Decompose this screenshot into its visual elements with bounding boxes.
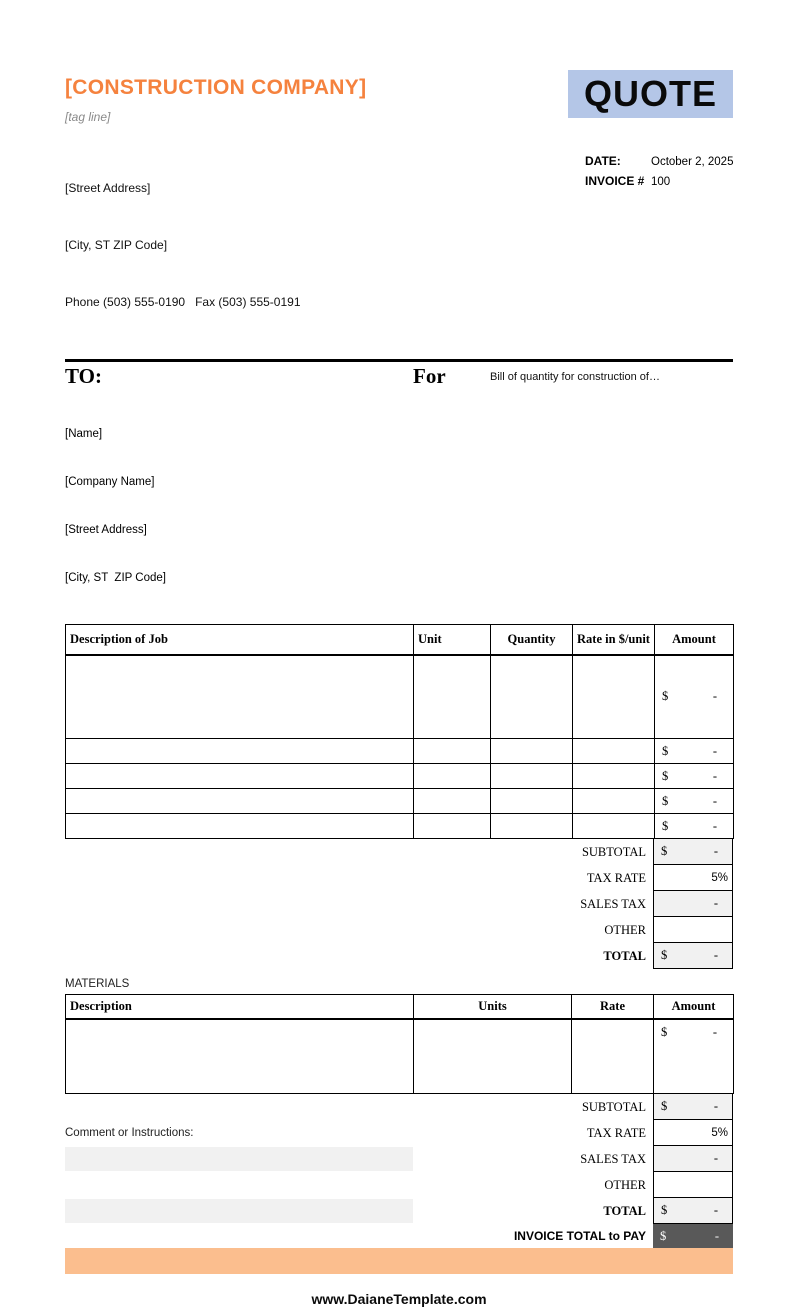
- materials-tax-rate-cell[interactable]: [653, 1120, 733, 1146]
- materials-summary: [413, 1094, 733, 1248]
- recipient-company-name[interactable]: [Company Name]: [65, 476, 155, 488]
- bottom-section: [65, 1094, 733, 1248]
- sales-tax-cell[interactable]: [653, 891, 733, 917]
- amount-value: -: [714, 1228, 719, 1243]
- invoice-total-cell[interactable]: [653, 1224, 733, 1248]
- job-quantity-cell[interactable]: [491, 655, 573, 739]
- sales-tax-row: [65, 891, 733, 917]
- job-table-row: [66, 739, 734, 764]
- job-table-header-row: [66, 625, 734, 655]
- amount-value: -: [713, 1099, 718, 1113]
- materials-section-label: MATERIALS: [65, 978, 130, 990]
- total-label: TOTAL: [603, 948, 646, 963]
- materials-subtotal-row: [413, 1094, 733, 1120]
- job-description-cell[interactable]: [66, 814, 414, 839]
- materials-other-cell[interactable]: [653, 1172, 733, 1198]
- job-unit-cell[interactable]: [414, 789, 491, 814]
- company-info-block: [65, 70, 366, 350]
- to-label: TO:: [65, 364, 102, 388]
- bottom-accent-bar: [65, 1248, 733, 1274]
- job-summary: [65, 839, 733, 969]
- materials-total-cell[interactable]: [653, 1198, 733, 1224]
- amount-value: -: [713, 844, 718, 858]
- amount-value: -: [713, 948, 718, 962]
- tax-rate-label: TAX RATE: [586, 870, 646, 885]
- job-rate-cell[interactable]: [573, 655, 655, 739]
- currency-symbol: $: [662, 689, 669, 704]
- currency-symbol: $: [661, 844, 668, 858]
- section-divider: [65, 359, 733, 362]
- currency-symbol: $: [662, 793, 669, 808]
- job-amount-cell[interactable]: [655, 655, 734, 739]
- sales-tax-label: SALES TAX: [580, 896, 646, 911]
- comments-label: Comment or Instructions:: [65, 1127, 194, 1139]
- job-unit-cell[interactable]: [414, 814, 491, 839]
- date-row: [568, 154, 733, 168]
- quote-meta-block: [568, 70, 733, 194]
- amount-value: -: [713, 1203, 718, 1217]
- invoice-total-label: INVOICE TOTAL to PAY: [513, 1229, 646, 1243]
- currency-symbol: $: [661, 1024, 668, 1039]
- quote-meta: [568, 154, 733, 188]
- for-description[interactable]: Bill of quantity for construction of…: [490, 371, 660, 383]
- company-street-address[interactable]: [Street Address]: [65, 181, 151, 195]
- amount-value: -: [712, 818, 717, 833]
- currency-symbol: $: [662, 743, 669, 758]
- for-block: [413, 364, 733, 618]
- percent-value: 5%: [711, 871, 728, 884]
- job-rate-cell[interactable]: [573, 764, 655, 789]
- materials-subtotal-cell[interactable]: [653, 1094, 733, 1120]
- tag-line[interactable]: [tag line]: [65, 110, 111, 124]
- materials-subtotal-label: SUBTOTAL: [581, 1099, 646, 1114]
- materials-rate-cell[interactable]: [572, 1019, 654, 1094]
- date-label: DATE:: [585, 154, 621, 168]
- materials-sales-tax-label: SALES TAX: [580, 1151, 646, 1166]
- materials-header-amount: Amount: [654, 995, 734, 1019]
- job-description-cell[interactable]: [66, 739, 414, 764]
- job-table-row: [66, 764, 734, 789]
- job-header-unit: Unit: [414, 625, 491, 655]
- amount-value: -: [712, 793, 717, 808]
- quote-title-badge: QUOTE: [568, 70, 733, 118]
- company-city-state-zip[interactable]: [City, ST ZIP Code]: [65, 238, 168, 252]
- other-label: OTHER: [604, 922, 646, 937]
- materials-sales-tax-row: [413, 1146, 733, 1172]
- recipient-street-address[interactable]: [Street Address]: [65, 524, 147, 536]
- other-row: [65, 917, 733, 943]
- job-description-cell[interactable]: [66, 789, 414, 814]
- job-rate-cell[interactable]: [573, 739, 655, 764]
- to-block: [65, 364, 413, 618]
- company-address-block: [65, 141, 366, 350]
- job-rate-cell[interactable]: [573, 789, 655, 814]
- materials-tax-rate-row: [413, 1120, 733, 1146]
- job-description-cell[interactable]: [66, 655, 414, 739]
- job-unit-cell[interactable]: [414, 739, 491, 764]
- currency-symbol: $: [661, 1099, 668, 1113]
- date-value[interactable]: October 2, 2025: [651, 156, 734, 168]
- invoice-total-row: [413, 1224, 733, 1248]
- subtotal-row: [65, 839, 733, 865]
- job-table-row: [66, 655, 734, 739]
- materials-row: [66, 1019, 734, 1094]
- for-label: For: [413, 364, 446, 388]
- currency-symbol: $: [661, 948, 668, 962]
- job-header-amount: Amount: [655, 625, 734, 655]
- currency-symbol: $: [662, 818, 669, 833]
- job-quantity-cell[interactable]: [491, 814, 573, 839]
- percent-value: 5%: [711, 1126, 728, 1139]
- job-table: [65, 624, 734, 839]
- tax-rate-cell[interactable]: [653, 865, 733, 891]
- materials-table: [65, 994, 734, 1094]
- subtotal-label: SUBTOTAL: [581, 844, 646, 859]
- materials-amount-cell[interactable]: [654, 1019, 734, 1094]
- job-amount-cell[interactable]: [655, 764, 734, 789]
- job-rate-cell[interactable]: [573, 814, 655, 839]
- amount-value: -: [712, 689, 717, 704]
- job-table-row: [66, 814, 734, 839]
- job-quantity-cell[interactable]: [491, 789, 573, 814]
- materials-sales-tax-cell[interactable]: [653, 1146, 733, 1172]
- currency-symbol: $: [661, 1203, 668, 1217]
- materials-total-label: TOTAL: [603, 1203, 646, 1218]
- comment-input-bar[interactable]: [65, 1199, 413, 1223]
- job-unit-cell[interactable]: [414, 655, 491, 739]
- materials-total-row: [413, 1198, 733, 1224]
- recipient-city-state-zip[interactable]: [City, ST ZIP Code]: [65, 572, 166, 584]
- subtotal-cell[interactable]: [653, 839, 733, 865]
- total-row: [65, 943, 733, 969]
- tax-rate-row: [65, 865, 733, 891]
- materials-tax-rate-label: TAX RATE: [586, 1125, 646, 1140]
- footer: [65, 1291, 733, 1309]
- company-name[interactable]: [CONSTRUCTION COMPANY]: [65, 76, 367, 99]
- recipient-address-block: [65, 394, 413, 618]
- invoice-number-row: [568, 174, 733, 188]
- job-unit-cell[interactable]: [414, 764, 491, 789]
- document-header: [65, 70, 733, 350]
- invoice-number-value[interactable]: 100: [651, 176, 671, 188]
- job-description-cell[interactable]: [66, 764, 414, 789]
- job-amount-cell[interactable]: [655, 739, 734, 764]
- job-header-quantity: Quantity: [491, 625, 573, 655]
- amount-value: -: [713, 1151, 718, 1165]
- amount-value: -: [712, 768, 717, 783]
- amount-value: -: [712, 1024, 717, 1039]
- materials-header-description: Description: [66, 995, 414, 1019]
- materials-other-label: OTHER: [604, 1177, 646, 1192]
- materials-description-cell[interactable]: [66, 1019, 414, 1094]
- materials-header-rate: Rate: [572, 995, 654, 1019]
- total-cell[interactable]: [653, 943, 733, 969]
- company-phone-fax[interactable]: Phone (503) 555-0190 Fax (503) 555-0191: [65, 295, 301, 309]
- amount-value: -: [712, 743, 717, 758]
- materials-other-row: [413, 1172, 733, 1198]
- recipient-name[interactable]: [Name]: [65, 428, 103, 440]
- materials-header-units: Units: [414, 995, 572, 1019]
- comments-block: [65, 1094, 413, 1224]
- materials-units-cell[interactable]: [414, 1019, 572, 1094]
- materials-header-row: [66, 995, 734, 1019]
- job-table-row: [66, 789, 734, 814]
- currency-symbol: $: [660, 1228, 667, 1243]
- amount-value: -: [713, 896, 718, 910]
- job-quantity-cell[interactable]: [491, 764, 573, 789]
- job-amount-cell[interactable]: [655, 789, 734, 814]
- job-header-description: Description of Job: [66, 625, 414, 655]
- job-quantity-cell[interactable]: [491, 739, 573, 764]
- job-amount-cell[interactable]: [655, 814, 734, 839]
- invoice-number-label: INVOICE #: [585, 174, 645, 188]
- comment-input-bar[interactable]: [65, 1147, 413, 1171]
- other-cell[interactable]: [653, 917, 733, 943]
- job-header-rate: Rate in $/unit: [573, 625, 655, 655]
- website-link[interactable]: www.DaianeTemplate.com: [311, 1291, 487, 1307]
- currency-symbol: $: [662, 768, 669, 783]
- recipient-section: [65, 364, 733, 618]
